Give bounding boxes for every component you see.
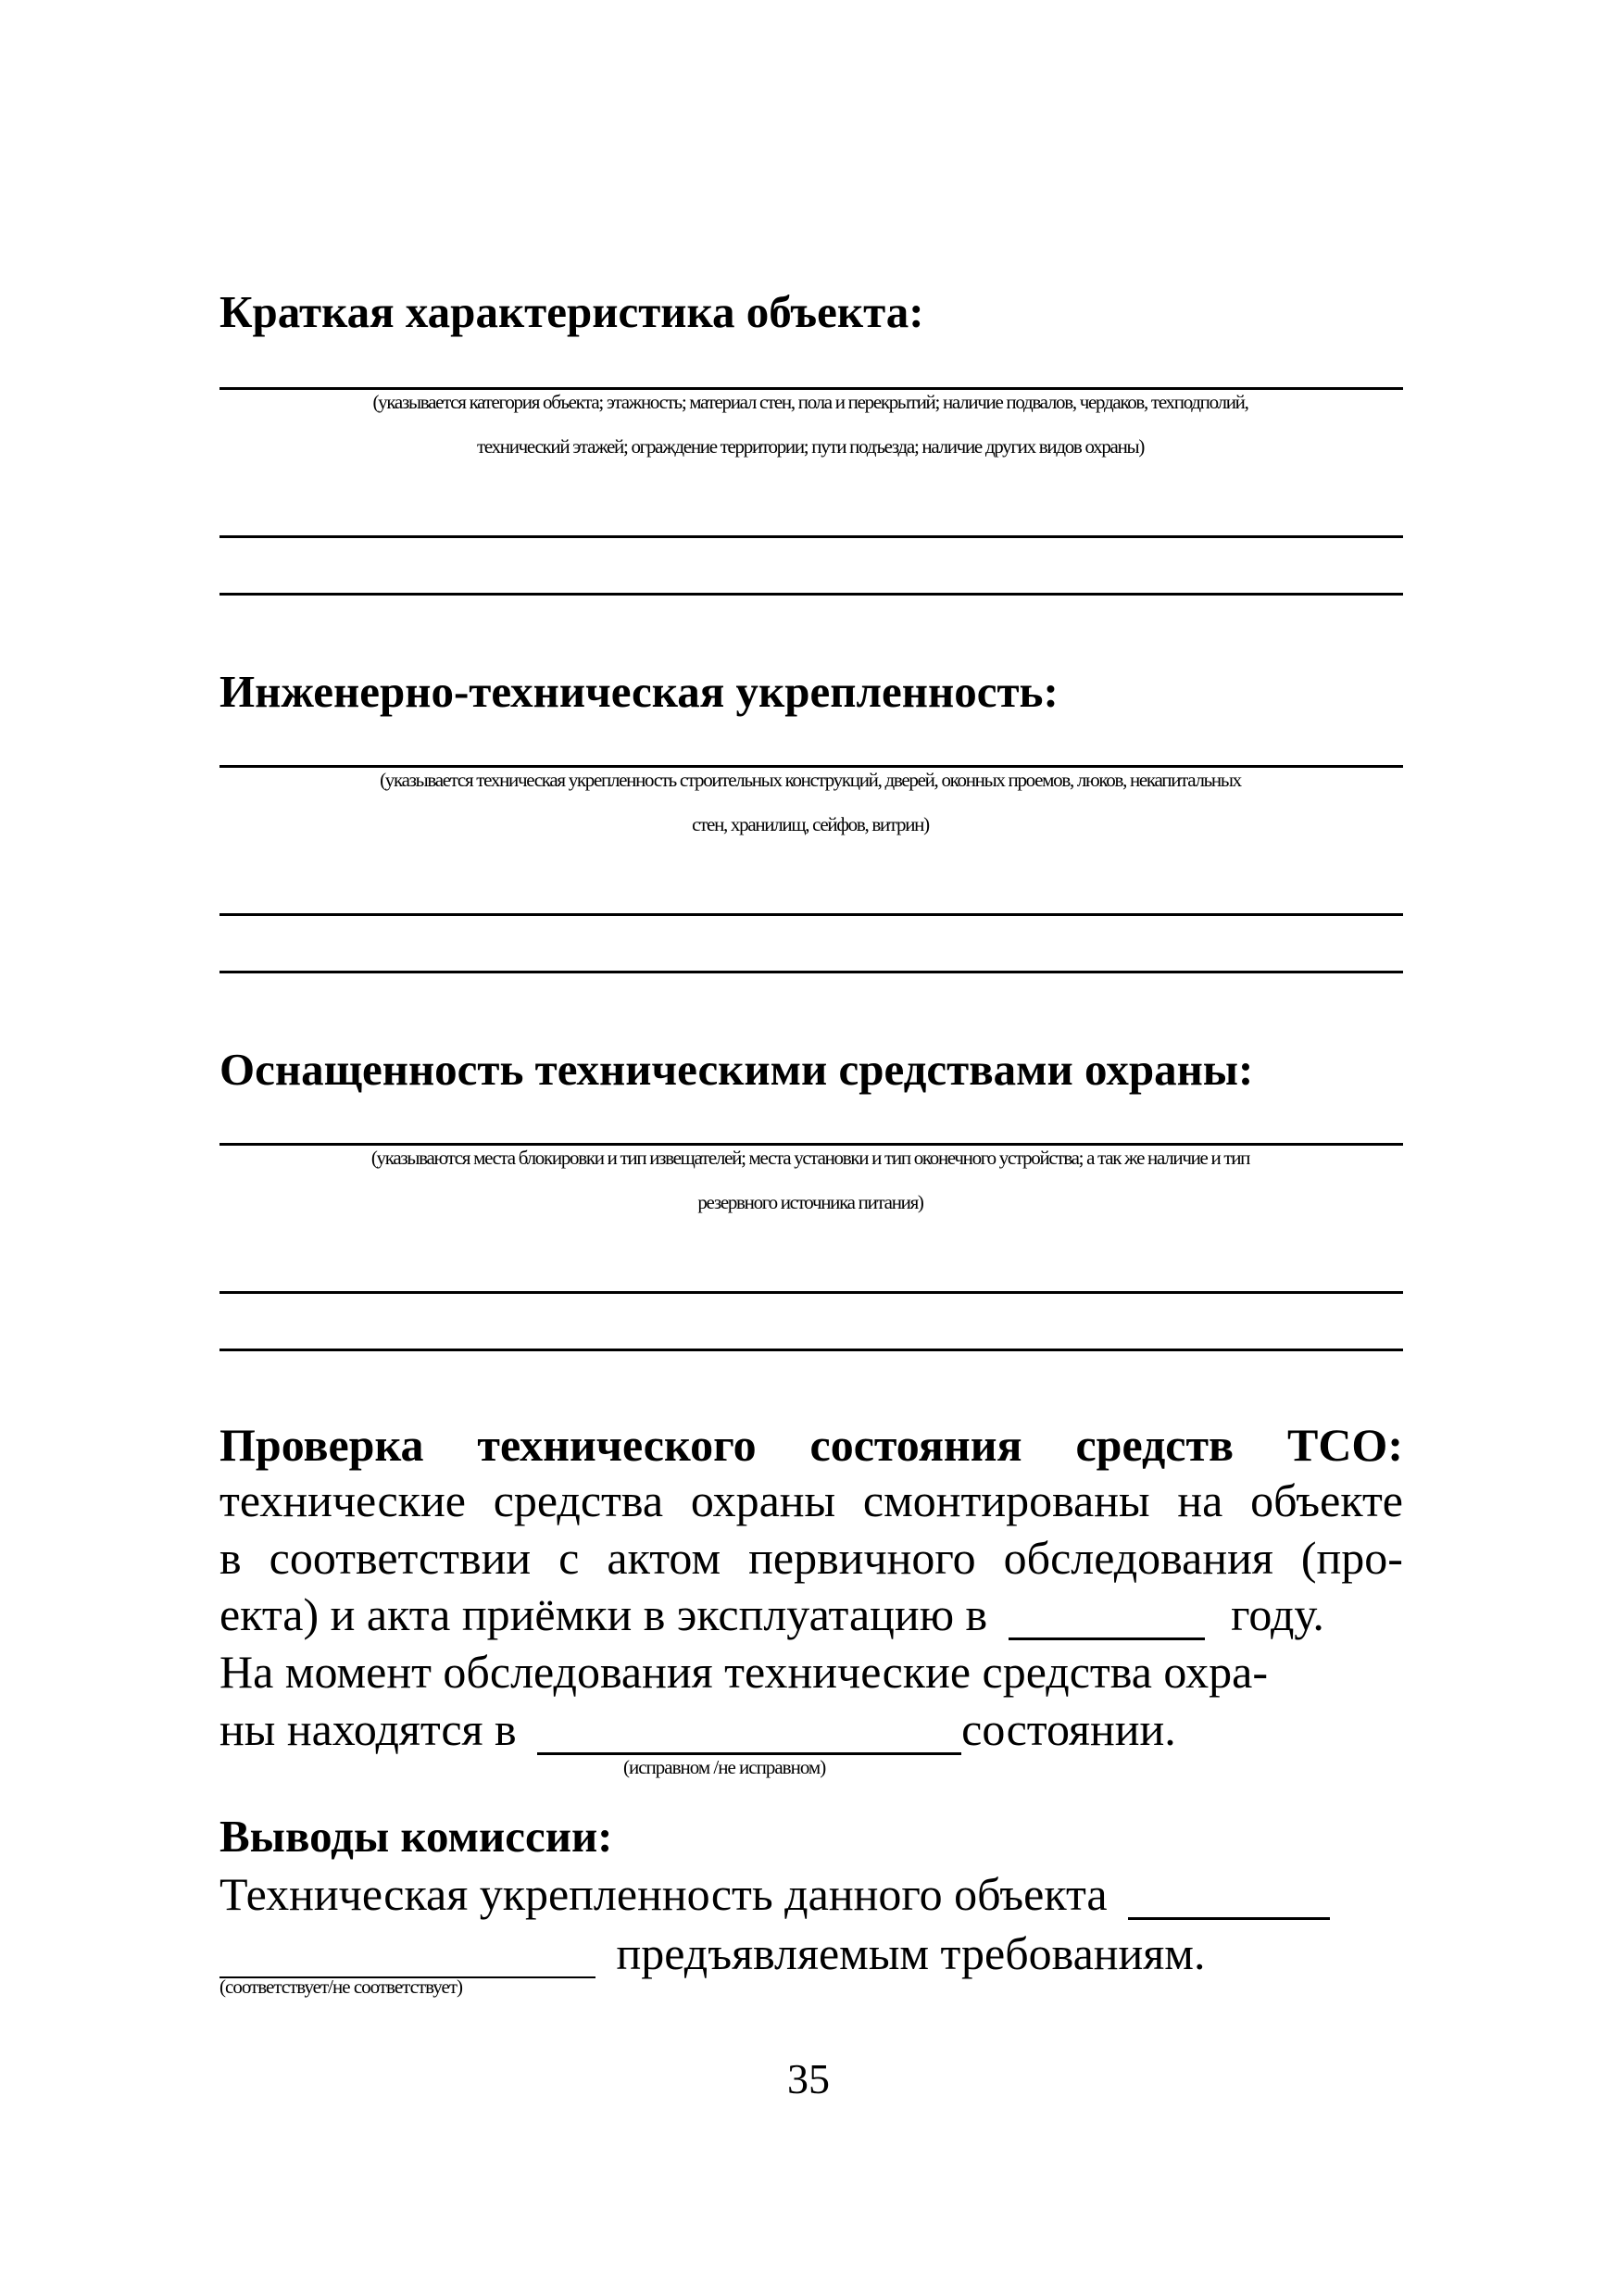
word: объекте — [1250, 1474, 1403, 1526]
year-blank[interactable] — [1009, 1591, 1205, 1640]
fill-line[interactable] — [219, 535, 1403, 538]
line-text: ны находятся в — [219, 1703, 517, 1755]
line-text: екта) и акта приёмки в эксплуатацию в — [219, 1588, 988, 1640]
condition-hint: (исправном /не исправном) — [623, 1756, 826, 1778]
paragraph-line — [219, 1532, 1403, 1584]
section-title-engineering-protection: Инженерно-техническая укрепленность: — [219, 666, 1059, 717]
paragraph-line: На момент обследования технические средства охра- — [219, 1646, 1269, 1698]
title-word: состояния — [809, 1419, 1022, 1471]
word: с — [558, 1532, 580, 1584]
title-word: Проверка — [219, 1419, 424, 1471]
page-number: 35 — [787, 2055, 830, 2102]
word: актом — [607, 1532, 721, 1584]
section-title-tso-check — [219, 1419, 1403, 1471]
line-end: состоянии. — [961, 1703, 1176, 1755]
word: соответствии — [269, 1532, 532, 1584]
compliance-blank-start[interactable] — [1128, 1871, 1330, 1920]
fill-line[interactable] — [219, 387, 1403, 390]
field-hint: (указывается техническая укрепленность строительных конструкций, дверей, оконных проемов, люков, некапитальных — [380, 769, 1241, 791]
field-hint: (указываются места блокировки и тип извещателей; места установки и тип оконечного устройства; а так же наличие и тип — [370, 1147, 1250, 1169]
paragraph-line — [219, 1927, 1403, 1979]
word: охраны — [690, 1474, 836, 1526]
fill-line[interactable] — [219, 971, 1403, 973]
fill-line[interactable] — [219, 1349, 1403, 1351]
section-title-commission-conclusions: Выводы комиссии: — [219, 1811, 613, 1862]
paragraph-line — [219, 1703, 1403, 1755]
section-title-object-characteristics: Краткая характеристика объекта: — [219, 286, 924, 337]
fill-line[interactable] — [219, 1291, 1403, 1294]
field-hint: (указывается категория объекта; этажность; материал стен, пола и перекрытий; наличие подвалов, чердаков, техподполий, — [372, 391, 1248, 413]
line-text: Техническая укрепленность данного объекта — [219, 1868, 1108, 1920]
paragraph-line — [219, 1474, 1403, 1526]
field-hint: резервного источника питания) — [697, 1191, 923, 1213]
field-hint: стен, хранилищ, сейфов, витрин) — [692, 813, 929, 835]
section-title-security-equipment: Оснащенность техническими средствами охраны: — [219, 1044, 1254, 1095]
fill-line[interactable] — [219, 765, 1403, 768]
word: обследования — [1003, 1532, 1273, 1584]
line-text: предъявляемым требованиям. — [616, 1927, 1206, 1979]
title-word: технического — [477, 1419, 757, 1471]
compliance-blank[interactable] — [219, 1930, 595, 1978]
word: технические — [219, 1474, 466, 1526]
word: средства — [493, 1474, 664, 1526]
fill-line[interactable] — [219, 913, 1403, 916]
field-hint: технический этажей; ограждение территории; пути подъезда; наличие других видов охраны) — [476, 435, 1145, 458]
paragraph-line — [219, 1868, 1403, 1920]
title-word: средств — [1075, 1419, 1235, 1471]
line-end: году. — [1231, 1588, 1324, 1640]
word: в — [219, 1532, 242, 1584]
word: на — [1177, 1474, 1223, 1526]
fill-line[interactable] — [219, 593, 1403, 596]
word: первичного — [748, 1532, 976, 1584]
word: смонтированы — [862, 1474, 1150, 1526]
paragraph-line — [219, 1588, 1403, 1640]
compliance-hint: (соответствует/не соответствует) — [219, 1976, 462, 1998]
title-word: ТСО: — [1286, 1419, 1403, 1471]
condition-blank[interactable] — [537, 1706, 961, 1755]
fill-line[interactable] — [219, 1143, 1403, 1146]
word: (про- — [1300, 1532, 1403, 1584]
